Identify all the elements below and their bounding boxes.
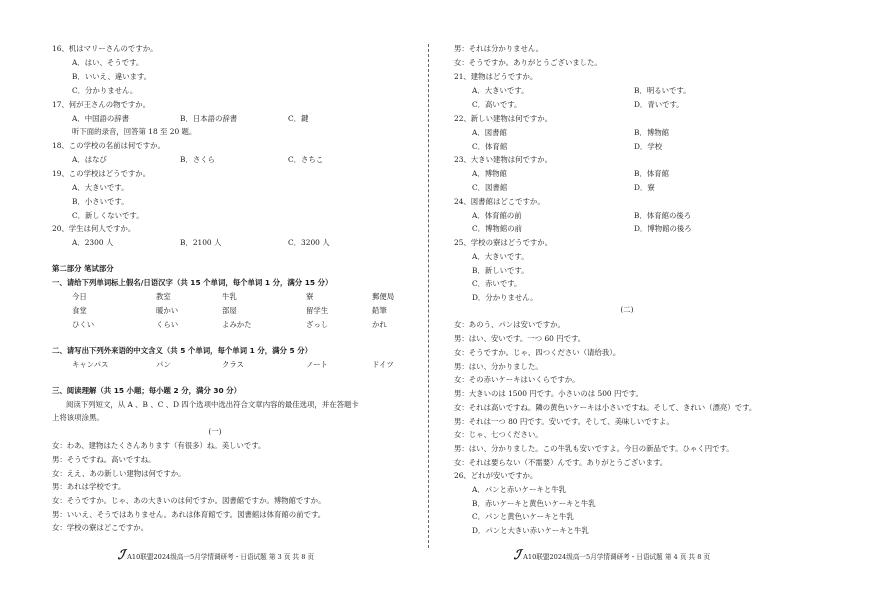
q20-stem: 20、学生は何人ですか。	[52, 224, 136, 233]
q22-option-d: D．学校	[634, 142, 663, 151]
q26-option-d: D．パンと大きい赤いケーキと牛乳	[472, 526, 589, 535]
loanword-cell: パン	[156, 360, 171, 369]
q25-option-c: C．赤いです。	[472, 279, 522, 288]
q20-option-a: A．2300 人	[72, 238, 114, 247]
dialogue-line: 女：その赤いケーキはいくらですか。	[454, 375, 580, 384]
dialogue-line: 女：わあ、建物はたくさんあります（有很多）ね。美しいです。	[52, 441, 266, 450]
q17-option-b: B．日本語の辞書	[180, 114, 238, 123]
dialogue-line: 女：学校の寮はどこですか。	[52, 523, 149, 532]
q22-option-c: C．体育館	[472, 142, 508, 151]
vocab-cell: 鉛筆	[372, 306, 387, 315]
q25-option-b: B．新しいです。	[472, 266, 529, 275]
vocab-cell: 寮	[306, 292, 314, 301]
passage2-label: (二)	[620, 305, 634, 314]
q26-option-c: C．パンと黄色いケーキと牛乳	[472, 512, 574, 521]
dialogue-line: 女：そうですか。じゃ、四つください（请给我）。	[454, 348, 621, 357]
page-divider	[428, 44, 429, 548]
q25-stem: 25、学校の寮はどうですか。	[454, 238, 553, 247]
vocab-cell: 牛乳	[222, 292, 237, 301]
part2-title: 第二部分 笔试部分	[52, 264, 114, 273]
q18-option-a: A．はなび	[72, 155, 107, 164]
footer-text: A10联盟2024级高一5月学情调研考・日语试题 第 4 页 共 8 页	[523, 552, 711, 561]
vocab-cell: 暖かい	[156, 306, 179, 315]
q26-stem: 26、どれが安いですか。	[454, 471, 538, 480]
q21-stem: 21、建物はどうですか。	[454, 72, 538, 81]
dialogue-line: 女：じゃ、七つください。	[454, 430, 543, 439]
vocab-cell: 部屋	[222, 306, 237, 315]
dialogue-line: 男：それは分かりません。	[454, 44, 544, 53]
section1-title: 一、请给下列单词标上假名/日语汉字（共 15 个单词，每个单词 1 分，满分 15 分）	[52, 278, 333, 287]
q25-option-d: D．分かりません。	[472, 293, 538, 302]
vocab-cell: ひくい	[72, 320, 95, 329]
vocab-cell: 留学生	[306, 306, 329, 315]
q24-option-d: D．博物館の後ろ	[634, 224, 692, 233]
dialogue-line: 女：それは要らない（不需要）んです。ありがとうございます。	[454, 458, 668, 467]
q26-option-b: B．赤いケーキと黄色いケーキと牛乳	[472, 499, 596, 508]
dialogue-line: 女：そうですか。ありがとうございました。	[454, 58, 602, 67]
q17-stem: 17、何が王さんの物ですか。	[52, 100, 151, 109]
q18-stem: 18、この学校の名前は何ですか。	[52, 141, 165, 150]
q22-option-a: A．図書館	[472, 128, 507, 137]
q16-stem: 16、机はマリーさんのですか。	[52, 44, 158, 53]
q23-option-a: A．博物館	[472, 169, 507, 178]
q23-option-d: D．寮	[634, 183, 655, 192]
passage1-label: (一)	[208, 427, 222, 436]
dialogue-line: 男：いいえ、そうではありません。あれは体育館です。図書館は体育館の前です。	[52, 510, 326, 519]
q21-option-a: A．大きいです。	[472, 86, 529, 95]
q24-stem: 24、図書館はどこですか。	[454, 197, 545, 206]
vocab-cell: 教室	[156, 292, 171, 301]
dialogue-line: 男：大きいのは 1500 円です。小さいのは 500 円です。	[454, 389, 643, 398]
q25-option-a: A．大きいです。	[472, 252, 529, 261]
loanword-cell: ノート	[306, 360, 328, 369]
dialogue-line: 女：ええ、あの新しい建物は何ですか。	[52, 469, 186, 478]
q26-option-a: A．パンと赤いケーキと牛乳	[472, 485, 567, 494]
vocab-cell: かれ	[372, 320, 387, 329]
vocab-cell: 今日	[72, 292, 87, 301]
dialogue-line: 男：はい、分かりました。この牛乳も安いですよ。今日の新品です。ひゃく円です。	[454, 444, 734, 453]
brand-logo: ℐ	[512, 548, 522, 563]
section3-title: 三、阅读理解（共 15 小题；每小题 2 分，满分 30 分）	[52, 386, 241, 395]
vocab-cell: よみかた	[222, 320, 252, 329]
vocab-cell: ざっし	[306, 320, 329, 329]
q19-stem: 19、この学校はどうですか。	[52, 169, 151, 178]
q24-option-a: A．体育館の前	[472, 211, 522, 220]
vocab-cell: 郵便局	[372, 292, 395, 301]
dialogue-line: 男：それは一つ 80 円です。安いです。そして、美味しいですよ。	[454, 417, 674, 426]
loanword-cell: ドイツ	[372, 360, 394, 369]
q19-option-b: B．小さいです。	[72, 197, 129, 206]
dialogue-line: 女：それは高いですね。隣の黄色いケーキは小さいですね。そして、きれい（漂亮）です。	[454, 403, 757, 412]
section3-instruction: 阅读下列短文，从 A 、B 、C 、D 四个选项中选出符合文章内容的最佳选项，并在答题卡	[66, 400, 359, 409]
q21-option-c: C．高いです。	[472, 100, 522, 109]
q18-option-b: B．さくら	[180, 155, 215, 164]
dialogue-line: 女：そうですか。じゃ、あの大きいのは何ですか。図書館ですか。博物館ですか。	[52, 496, 326, 505]
section3-instruction-cont: 上将该项涂黑。	[52, 413, 104, 422]
q24-option-b: B．体育館の後ろ	[634, 211, 692, 220]
page-footer	[118, 548, 314, 563]
q24-option-c: C．博物館の前	[472, 224, 522, 233]
page-3	[0, 0, 427, 599]
brand-logo: ℐ	[116, 548, 126, 563]
q16-option-a: A．はい、そうです。	[72, 58, 144, 67]
section2-title: 二、请写出下列外来语的中文含义（共 5 个单词，每个单词 1 分，满分 5 分）	[52, 346, 312, 355]
loanword-cell: キャンパス	[72, 360, 109, 369]
q16-option-c: C．分かりません。	[72, 86, 138, 95]
q21-option-d: D．青いです。	[634, 100, 684, 109]
vocab-cell: 食堂	[72, 306, 87, 315]
listen-note: 听下面的录音，回答第 18 至 20 题。	[72, 127, 197, 136]
q19-option-c: C．新しくないです。	[72, 211, 144, 220]
dialogue-line: 男：はい、安いです。一つ 60 円です。	[454, 334, 586, 343]
q23-stem: 23、大きい建物は何ですか。	[454, 155, 553, 164]
q20-option-c: C．3200 人	[288, 238, 330, 247]
q19-option-a: A．大きいです。	[72, 183, 129, 192]
q21-option-b: B．明るいです。	[634, 86, 691, 95]
q17-option-a: A．中国語の辞書	[72, 114, 130, 123]
q18-option-c: C．さちこ	[288, 155, 324, 164]
loanword-cell: クラス	[222, 360, 244, 369]
q23-option-b: B．体育館	[634, 169, 669, 178]
page-4	[432, 0, 870, 599]
dialogue-line: 男：そうですね。高いですね。	[52, 455, 156, 464]
dialogue-line: 男：あれは学校です。	[52, 482, 126, 491]
q17-option-c: C．鍵	[288, 114, 309, 123]
q16-option-b: B．いいえ、違います。	[72, 72, 152, 81]
vocab-cell: くらい	[156, 320, 179, 329]
q22-stem: 22、新しい建物は何ですか。	[454, 114, 553, 123]
dialogue-line: 女：あのう、パンは安いですか。	[454, 320, 565, 329]
q23-option-c: C．図書館	[472, 183, 508, 192]
dialogue-line: 男：はい、分かりました。	[454, 362, 543, 371]
footer-text: A10联盟2024级高一5月学情调研考・日语试题 第 3 页 共 8 页	[127, 552, 315, 561]
q20-option-b: B．2100 人	[180, 238, 222, 247]
page-footer	[514, 548, 710, 563]
q22-option-b: B．博物館	[634, 128, 669, 137]
